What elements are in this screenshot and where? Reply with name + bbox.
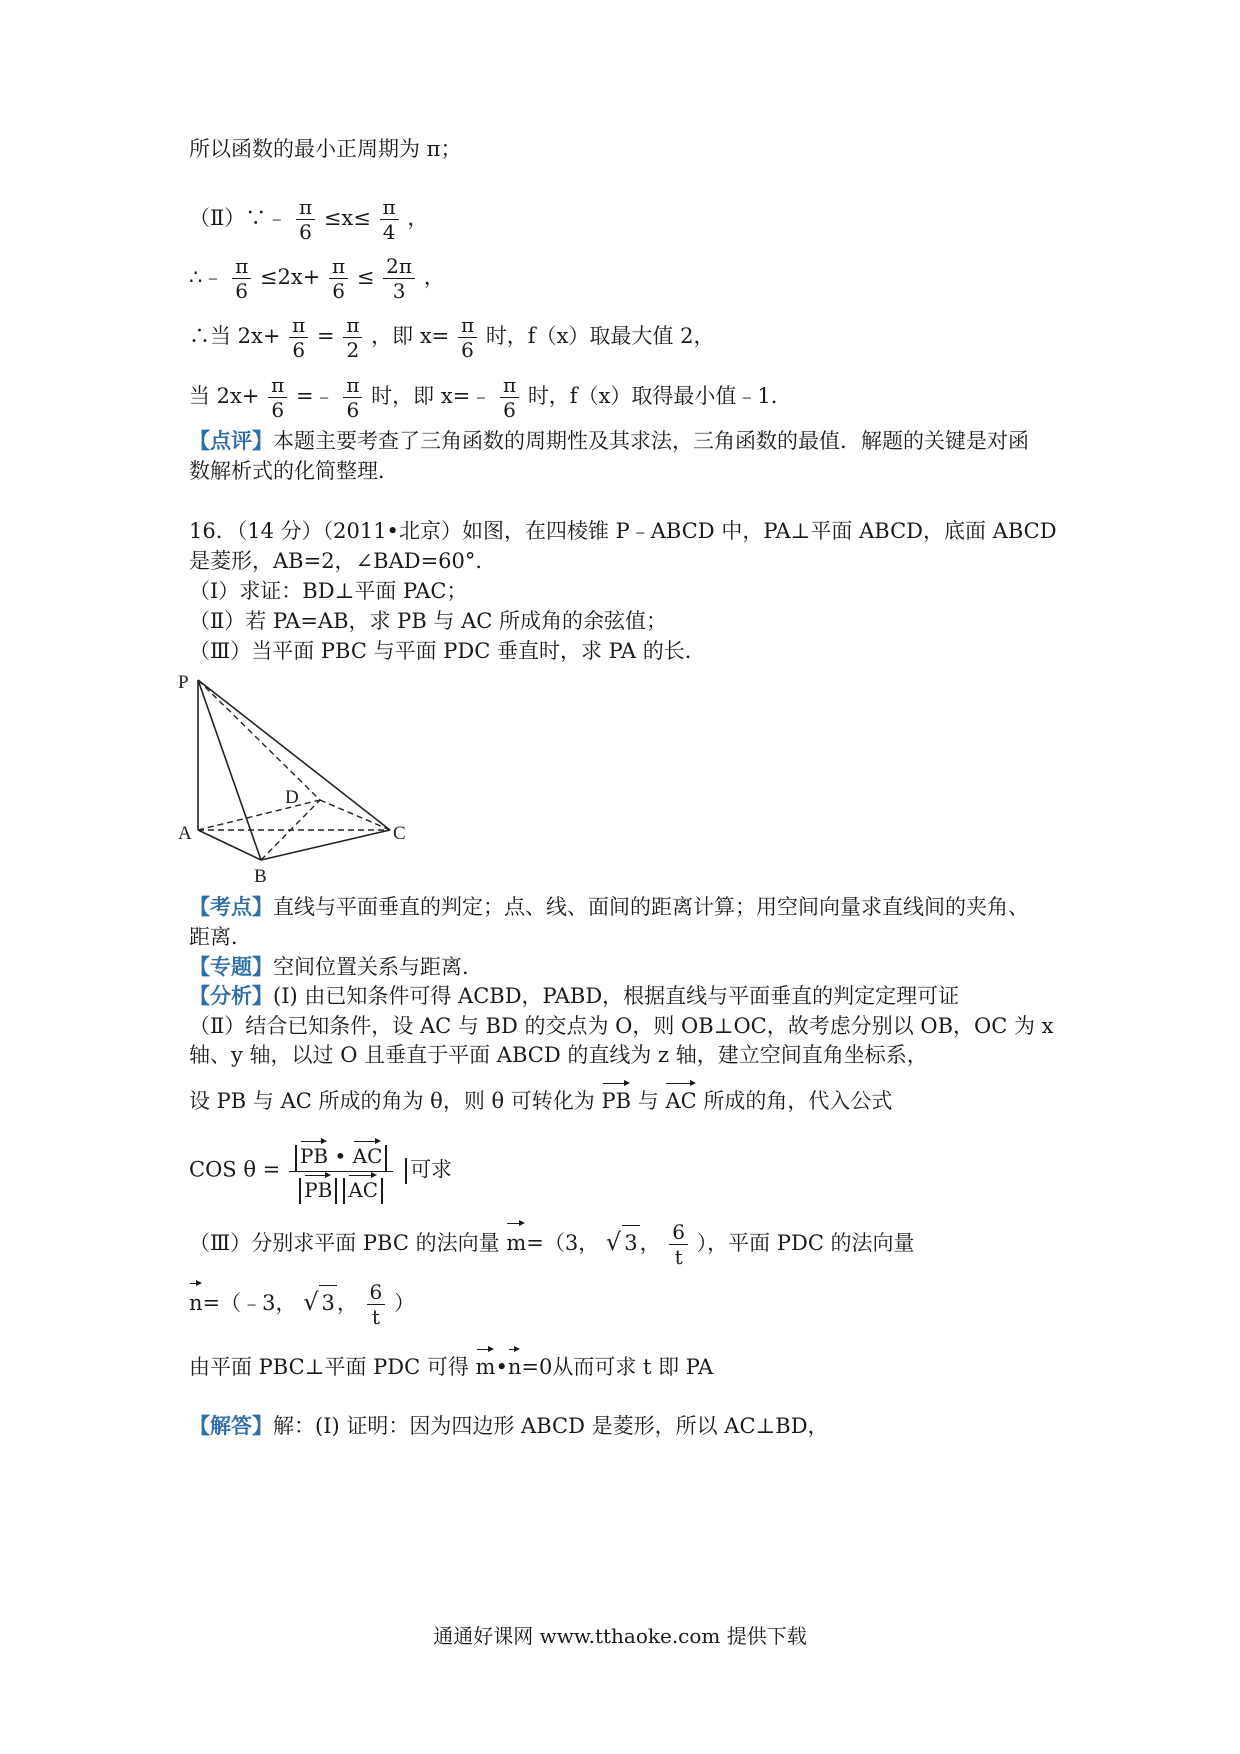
problem-title: 16．（14 分）（2011•北京）如图，在四棱锥 P﹣ABCD 中，PA⊥平面 ABCD，底面 ABCD	[189, 519, 1057, 543]
fenxi-line-2: （Ⅱ）结合已知条件，设 AC 与 BD 的交点为 O，则 OB⊥OC，故考虑分别以 OB，OC 为 x	[189, 1014, 1054, 1038]
text-segment: 由平面 PBC⊥平面 PDC 可得	[189, 1355, 469, 1379]
fraction	[367, 1280, 386, 1329]
numerator: 2π	[383, 254, 415, 279]
fraction	[458, 313, 477, 362]
text-segment: 时，f（x）取得最小值﹣1.	[527, 384, 778, 408]
edge-pb	[198, 680, 261, 860]
vector-pb: PB	[602, 1080, 632, 1116]
fenxi-line-7	[189, 1280, 415, 1329]
fraction	[296, 195, 315, 244]
kaodian-line-1	[189, 892, 1029, 922]
abs-bar	[381, 1178, 383, 1204]
vector-m: m	[476, 1346, 496, 1382]
denominator: 6	[299, 220, 312, 244]
vector-ac: AC	[353, 1138, 383, 1168]
vector-pb: PB	[304, 1172, 332, 1202]
comment-line-2: 数解析式的化简整理．	[189, 459, 399, 483]
question-3: （Ⅲ）当平面 PBC 与平面 PDC 垂直时，求 PA 的长．	[189, 639, 706, 663]
math-line	[189, 254, 445, 303]
denominator: 6	[271, 398, 285, 422]
kaodian-tag: 【考点】	[189, 894, 273, 919]
numerator: π	[343, 313, 362, 338]
cos-fraction	[289, 1138, 393, 1204]
text-segment: ≤	[356, 265, 375, 289]
fenxi-line-4	[189, 1080, 892, 1116]
denominator: 6	[292, 338, 306, 362]
text-segment: 与	[637, 1089, 659, 1113]
text-segment: ，即 x=	[371, 324, 450, 348]
vector-ac: AC	[348, 1172, 378, 1202]
pyramid-figure	[170, 668, 430, 888]
jieda-line	[189, 1411, 829, 1441]
fraction	[380, 195, 399, 244]
numerator: π	[268, 373, 287, 398]
vector-pb: PB	[300, 1138, 328, 1168]
fraction	[329, 254, 348, 303]
fraction	[232, 254, 251, 303]
vector-m: m	[506, 1220, 526, 1260]
question-2: （Ⅱ）若 PA=AB，求 PB 与 AC 所成角的余弦值；	[189, 609, 668, 633]
comment-line-1	[189, 426, 1029, 456]
text-segment: 可求	[410, 1157, 453, 1182]
comment-tag: 【点评】	[189, 428, 273, 453]
fraction	[383, 254, 415, 303]
text-segment: 所成的角，代入公式	[703, 1089, 893, 1113]
fraction	[500, 373, 519, 422]
fenxi-line-8	[189, 1346, 713, 1382]
text-segment: =（3，	[526, 1231, 600, 1255]
denominator: t	[674, 1245, 683, 1269]
kaodian-text: 直线与平面垂直的判定；点、线、面间的距离计算；用空间向量求直线间的夹角、	[273, 895, 1029, 919]
zhuanti-text: 空间位置关系与距离．	[273, 955, 483, 979]
text-segment: 设 PB 与 AC 所成的角为 θ，则 θ 可转化为	[189, 1089, 595, 1113]
cos-formula	[189, 1138, 452, 1204]
edge-dc	[320, 800, 390, 830]
denominator	[289, 1172, 393, 1205]
abs-bar	[299, 1178, 301, 1204]
text-segment: ≤2x+	[259, 265, 321, 289]
page-footer: 通通好课网 www.tthaoke.com 提供下载	[433, 1624, 807, 1648]
text-segment: =0从而可求 t 即 PA	[521, 1355, 714, 1379]
numerator: 6	[669, 1220, 688, 1245]
text-segment: ≤x≤	[323, 206, 371, 230]
edge-bc	[261, 830, 390, 860]
numerator: π	[329, 254, 348, 279]
abs-bar	[335, 1178, 337, 1204]
text-segment: （Ⅲ）分别求平面 PBC 的法向量	[189, 1231, 500, 1255]
abs-bar	[385, 1145, 387, 1171]
edge-ad	[198, 800, 320, 830]
numerator: π	[296, 195, 315, 220]
abs-bar	[295, 1145, 297, 1171]
text-segment: （Ⅱ）∵﹣	[189, 206, 288, 230]
label-p: P	[178, 672, 189, 693]
question-1: （Ⅰ）求证：BD⊥平面 PAC；	[189, 579, 468, 603]
math-line	[189, 195, 428, 244]
text-segment: ∴当 2x+	[189, 324, 281, 348]
denominator: 3	[392, 279, 406, 303]
math-line	[189, 313, 714, 362]
text-segment: 时，即 x=﹣	[371, 384, 492, 408]
denominator: 6	[503, 398, 516, 422]
fraction	[343, 373, 362, 422]
sqrt-icon: √	[605, 1228, 622, 1256]
numerator	[289, 1138, 393, 1172]
denominator: 6	[346, 398, 360, 422]
zhuanti-tag: 【专题】	[189, 954, 273, 979]
denominator: 6	[332, 279, 345, 303]
jieda-tag: 【解答】	[189, 1413, 273, 1438]
vector-n: n	[189, 1280, 203, 1320]
dot-operator: •	[334, 1144, 347, 1168]
vector-n: n	[508, 1346, 522, 1382]
text-line: 所以函数的最小正周期为 π；	[189, 137, 462, 161]
text-segment: 当 2x+	[189, 384, 260, 408]
label-c: C	[393, 823, 406, 844]
sqrt-value: 3	[622, 1225, 639, 1260]
denominator: 6	[235, 279, 248, 303]
denominator: 2	[346, 338, 360, 362]
math-line	[189, 373, 777, 422]
abs-bar	[343, 1178, 345, 1204]
jieda-text: 解：(Ⅰ) 证明：因为四边形 ABCD 是菱形，所以 AC⊥BD，	[273, 1414, 829, 1438]
comment-text: 本题主要考查了三角函数的周期性及其求法，三角函数的最值．解题的关键是对函	[273, 429, 1029, 453]
abs-bar	[405, 1158, 407, 1184]
label-a: A	[178, 823, 192, 844]
problem-text: 是菱形，AB=2，∠BAD=60°．	[189, 549, 497, 573]
numerator: π	[343, 373, 362, 398]
label-d: D	[285, 787, 299, 808]
text-segment: ，	[336, 1291, 358, 1315]
zhuanti-line	[189, 952, 483, 982]
text-segment: =﹣	[296, 384, 335, 408]
numerator: π	[458, 313, 477, 338]
numerator: π	[289, 313, 308, 338]
numerator: π	[232, 254, 251, 279]
numerator: π	[380, 195, 399, 220]
fraction	[669, 1220, 688, 1269]
dot-operator: •	[495, 1355, 508, 1379]
fenxi-line-1	[189, 981, 959, 1011]
text-segment: ）	[393, 1291, 415, 1315]
fenxi-tag: 【分析】	[189, 983, 273, 1008]
denominator: 6	[461, 338, 474, 362]
denominator: 4	[382, 220, 396, 244]
text-segment: ，	[423, 265, 445, 289]
text-segment: =	[317, 324, 335, 348]
sqrt-value: 3	[319, 1285, 336, 1320]
fraction	[343, 313, 362, 362]
text-segment: ），平面 PDC 的法向量	[696, 1231, 915, 1255]
label-b: B	[254, 866, 267, 887]
cos-label: COS θ =	[189, 1157, 281, 1182]
text-segment: ，	[407, 206, 429, 230]
kaodian-line-2: 距离．	[189, 925, 252, 949]
text-segment: =（﹣3，	[202, 1291, 297, 1315]
fenxi-line-3: 轴、y 轴，以过 O 且垂直于平面 ABCD 的直线为 z 轴，建立空间直角坐标系，	[189, 1043, 928, 1067]
fraction	[268, 373, 287, 422]
fenxi-line-6	[189, 1220, 915, 1269]
vector-ac: AC	[665, 1080, 696, 1116]
edge-pd	[198, 680, 320, 800]
denominator: t	[371, 1305, 380, 1329]
numerator: π	[500, 373, 519, 398]
text-segment: ∴﹣	[189, 265, 224, 289]
text-segment: ，	[639, 1231, 661, 1255]
numerator: 6	[367, 1280, 386, 1305]
fenxi-text: (Ⅰ) 由已知条件可得 ACBD，PABD，根据直线与平面垂直的判定定理可证	[273, 984, 960, 1008]
fraction	[289, 313, 308, 362]
text-segment: 时，f（x）取最大值 2，	[485, 324, 715, 348]
sqrt-icon: √	[303, 1288, 319, 1316]
